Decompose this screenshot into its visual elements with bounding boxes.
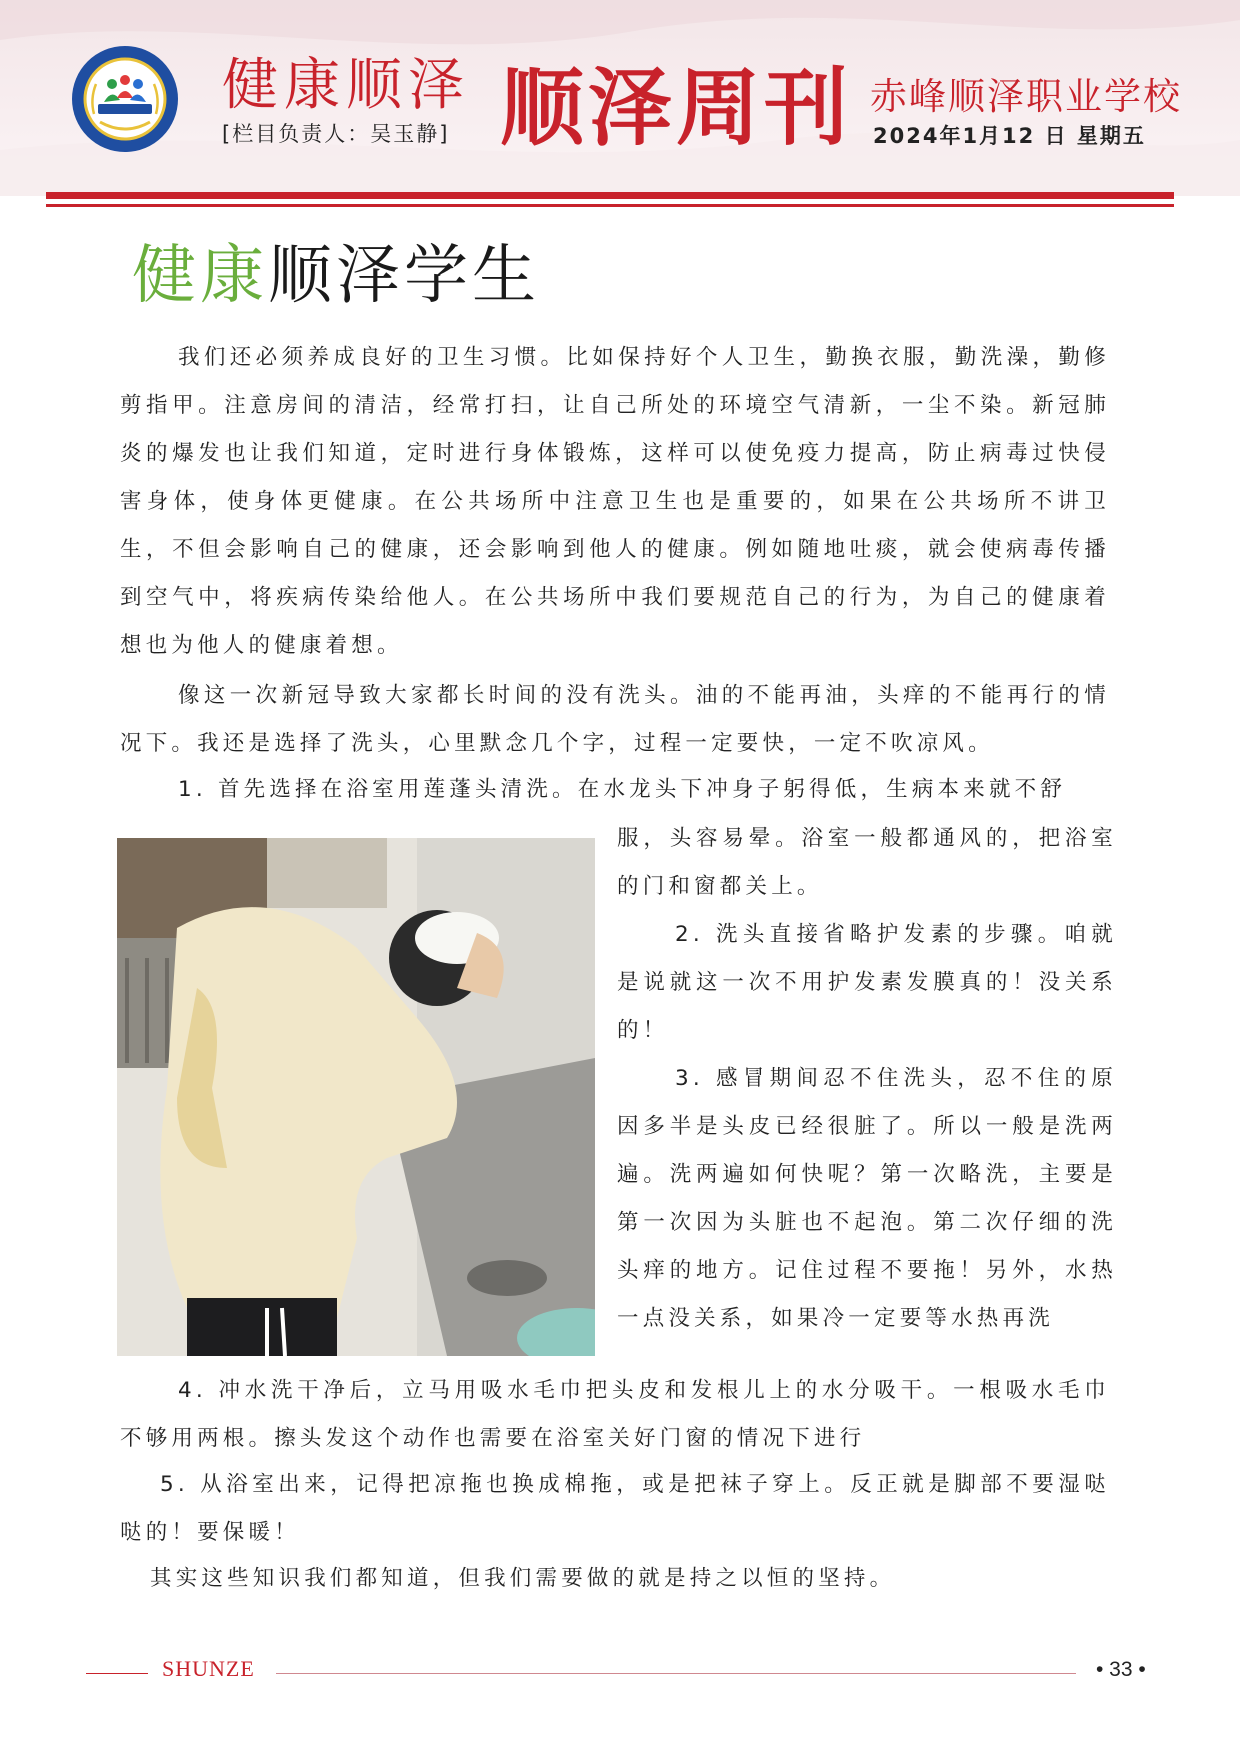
- column-owner: [栏目负责人：吴玉静]: [222, 122, 450, 146]
- school-name: 赤峰顺泽职业学校: [870, 75, 1182, 118]
- article-photo: [117, 838, 595, 1356]
- article-title-dark: 顺泽学生: [268, 239, 540, 313]
- page-number: • 33 •: [1096, 1658, 1146, 1681]
- issue-date: 2024年1月12 日 星期五: [873, 124, 1146, 148]
- header-rule-thin: [46, 204, 1174, 207]
- footer-brand: SHUNZE: [162, 1656, 255, 1681]
- paragraph-step-4: 4. 冲水洗干净后，立马用吸水毛巾把头皮和发根儿上的水分吸干。一根吸水毛巾不够用两根。擦头发这个动作也需要在浴室关好门窗的情况下进行: [120, 1378, 1110, 1451]
- article-title: [132, 239, 540, 313]
- header-rule: [46, 192, 1174, 199]
- paragraph-step-5: 5. 从浴室出来，记得把凉拖也换成棉拖，或是把袜子穿上。反正就是脚部不要湿哒哒的！要保暖！: [120, 1472, 1110, 1545]
- paragraph-conclusion: 其实这些知识我们都知道，但我们需要做的就是持之以恒的坚持。: [150, 1566, 896, 1591]
- masthead-title: 顺泽周刊: [500, 58, 853, 157]
- paragraph-step-1-cont: 服，头容易晕。浴室一般都通风的，把浴室的门和窗都关上。: [617, 826, 1117, 899]
- paragraph-1: 我们还必须养成良好的卫生习惯。比如保持好个人卫生，勤换衣服，勤洗澡，勤修剪指甲。注意房间的清洁，经常打扫，让自己所处的环境空气清新，一尘不染。新冠肺炎的爆发也让我们知道，定时进行身体锻炼，这样可以使免疫力提高，防止病毒过快侵害身体，使身体更健康。在公共场所中注意卫生也是重要的，如果在公共场所不讲卫生，不但会影响自己的健康，还会影响到他人的健康。例如随地吐痰，就会使病毒传播到空气中，将疾病传染给他人。在公共场所中我们要规范自己的行为，为自己的健康着想也为他人的健康着想。: [120, 345, 1110, 658]
- paragraph-step-2: 2. 洗头直接省略护发素的步骤。咱就是说就这一次不用护发素发膜真的！没关系的！: [617, 922, 1117, 1043]
- paragraph-step-1: 1. 首先选择在浴室用莲蓬头清洗。在水龙头下冲身子躬得低，生病本来就不舒: [178, 777, 1067, 802]
- footer-rule-right: [276, 1673, 1076, 1674]
- school-logo: [70, 44, 180, 154]
- paragraph-step-3: 3. 感冒期间忍不住洗头，忍不住的原因多半是头皮已经很脏了。所以一般是洗两遍。洗两遍如何快呢？第一次略洗，主要是第一次因为头脏也不起泡。第二次仔细的洗头痒的地方。记住过程不要拖！另外，水热一点没关系，如果冷一定要等水热再洗: [617, 1066, 1117, 1331]
- paragraph-2: 像这一次新冠导致大家都长时间的没有洗头。油的不能再油，头痒的不能再行的情况下。我还是选择了洗头，心里默念几个字，过程一定要快，一定不吹凉风。: [120, 683, 1110, 756]
- footer-rule-left: [86, 1673, 148, 1674]
- column-title: 健康顺泽: [222, 53, 470, 118]
- article-title-green: 健康: [132, 239, 268, 313]
